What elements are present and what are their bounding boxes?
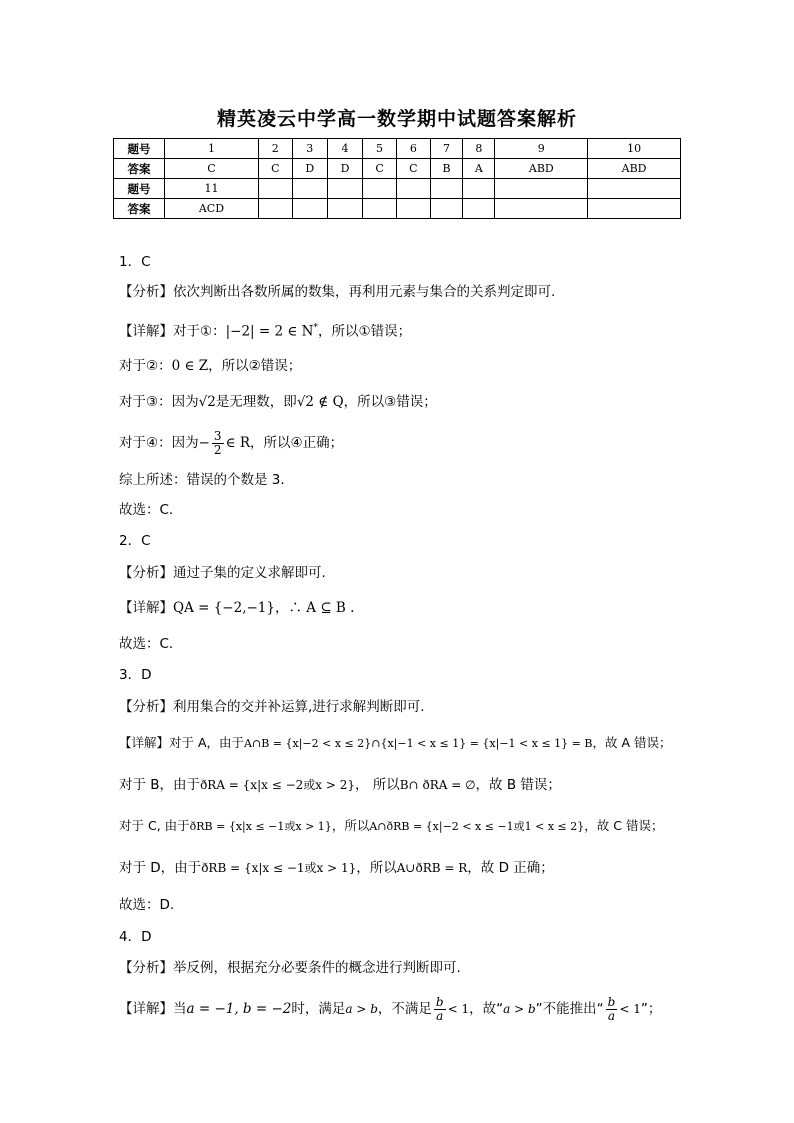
detail-text: 对于 D，由于 <box>119 860 202 876</box>
q1-detail-2 <box>119 356 301 376</box>
detail-text: ，所以 <box>356 860 397 876</box>
detail-text: 对于③：因为 <box>119 394 199 410</box>
math-expression: |−2| = 2 ∈ N <box>225 323 314 340</box>
table-cell <box>463 179 495 199</box>
detail-text: 是无理数，即 <box>215 394 297 410</box>
table-cell: D <box>292 159 327 179</box>
q1-summary: 综上所述：错误的个数是 3. <box>119 472 285 488</box>
table-cell: B <box>430 159 463 179</box>
detail-label: 【详解】 <box>119 600 173 616</box>
table-cell: C <box>396 159 430 179</box>
q4-heading: 4．D <box>119 929 152 945</box>
table-cell <box>430 179 463 199</box>
q3-detail-a <box>119 733 671 754</box>
math-expression: a = −1, b = −2 <box>186 1001 292 1017</box>
table-cell: 3 <box>292 139 327 159</box>
detail-text: 对于①： <box>173 323 226 340</box>
math-expression: ðRB = {x|x ≤ −1或x > 1} <box>201 861 357 875</box>
math-expression: < 1 <box>619 1002 641 1016</box>
detail-text: ，所以①错误； <box>317 323 412 340</box>
math-expression: A∩B = {x|−2 < x ≤ 2}∩{x|−1 < x ≤ 1} = {x|−1 < x ≤ 1} = B <box>244 737 593 750</box>
q2-heading: 2．C <box>119 533 151 549</box>
fraction-numerator: b <box>607 994 616 1009</box>
math-expression: − <box>198 435 210 451</box>
page-title: 精英凌云中学高一数学期中试题答案解析 <box>216 108 577 130</box>
q1-detail-3 <box>119 392 437 412</box>
table-cell: D <box>327 159 362 179</box>
row-header: 答案 <box>114 159 165 179</box>
table-cell <box>292 199 327 219</box>
q3-analysis <box>119 697 425 717</box>
row-header: 题号 <box>114 179 165 199</box>
table-row <box>114 179 681 199</box>
table-cell <box>463 199 495 219</box>
table-cell: ABD <box>495 159 588 179</box>
math-expression: < 1 <box>447 1002 470 1016</box>
math-expression: a > b <box>503 1002 536 1016</box>
q1-detail-4 <box>119 428 343 458</box>
table-cell: 2 <box>258 139 292 159</box>
analysis-text: 通过子集的定义求解即可. <box>173 565 326 581</box>
table-cell: ABD <box>588 159 681 179</box>
detail-text: ， 所以 <box>354 777 400 793</box>
detail-text: ”； <box>640 1001 662 1017</box>
q2-detail <box>119 598 354 618</box>
detail-text: 对于 A，由于 <box>169 735 245 750</box>
math-expression: A∩ðRB = {x|−2 < x ≤ −1或1 < x ≤ 2} <box>369 820 585 833</box>
table-cell: 5 <box>363 139 397 159</box>
math-expression: A∪ðRB = R <box>396 861 468 875</box>
q1-analysis <box>119 282 555 302</box>
fraction <box>212 430 224 457</box>
math-expression: a > b <box>345 1002 378 1016</box>
fraction-numerator: 3 <box>213 428 222 443</box>
table-cell: C <box>165 159 259 179</box>
analysis-label: 【分析】 <box>119 960 173 976</box>
table-cell <box>396 199 430 219</box>
analysis-text: 利用集合的交并补运算,进行求解判断即可. <box>173 699 425 715</box>
table-cell: ACD <box>165 199 259 219</box>
math-expression: ðRA = {x|x ≤ −2或x > 2} <box>200 778 355 792</box>
q1-detail-1 <box>119 318 411 342</box>
detail-text: 对于②： <box>119 358 172 374</box>
table-cell: 1 <box>165 139 259 159</box>
table-cell <box>495 179 588 199</box>
detail-text: ，不满足 <box>377 1001 432 1017</box>
detail-text: 时，满足 <box>291 1001 346 1017</box>
q3-choose: 故选：D. <box>119 897 175 913</box>
detail-label: 【详解】 <box>119 1001 173 1017</box>
table-row <box>114 139 681 159</box>
math-expression: 0 ∈ Z <box>171 358 209 374</box>
detail-text: ，所以④正确； <box>250 435 344 451</box>
math-expression: B∩ ðRA = ∅ <box>399 778 476 792</box>
table-cell <box>495 199 588 219</box>
detail-text: 对于 C, 由于 <box>119 818 190 833</box>
table-cell: 11 <box>165 179 259 199</box>
row-header: 答案 <box>114 199 165 219</box>
fraction-denominator: a <box>436 1008 444 1023</box>
math-expression: ðRB = {x|x ≤ −1或x > 1} <box>189 820 332 833</box>
table-cell: A <box>463 159 495 179</box>
detail-label: 【详解】 <box>119 735 170 750</box>
analysis-text: 依次判断出各数所属的数集，再利用元素与集合的关系判定即可. <box>173 284 556 300</box>
detail-text: ”不能推出“ <box>535 1001 604 1017</box>
q3-detail-b <box>119 775 561 795</box>
detail-text: 对于 B，由于 <box>119 777 201 793</box>
table-cell <box>588 179 681 199</box>
table-cell: C <box>258 159 292 179</box>
table-row <box>114 159 681 179</box>
detail-text: ，所以②错误； <box>208 358 302 374</box>
q2-analysis <box>119 563 326 583</box>
table-row <box>114 199 681 219</box>
table-cell: 4 <box>327 139 362 159</box>
table-cell: 7 <box>430 139 463 159</box>
q3-heading: 3．D <box>119 667 152 683</box>
fraction-denominator: 2 <box>213 442 222 457</box>
q4-analysis <box>119 958 461 978</box>
table-cell <box>430 199 463 219</box>
detail-label: 【详解】 <box>119 323 173 340</box>
math-expression: √2 ∉ Q <box>296 394 344 410</box>
detail-text: 对于④：因为 <box>119 435 199 451</box>
detail-text: ，故 D 正确； <box>467 860 554 876</box>
detail-text: ，故“ <box>469 1001 504 1017</box>
answer-table <box>113 138 681 219</box>
detail-text: 当 <box>173 1001 187 1017</box>
table-cell <box>327 179 362 199</box>
q2-choose: 故选：C. <box>119 636 174 652</box>
table-cell: C <box>363 159 397 179</box>
detail-text: ，所以③错误； <box>343 394 437 410</box>
analysis-label: 【分析】 <box>119 284 173 300</box>
table-cell <box>258 179 292 199</box>
table-cell: 6 <box>396 139 430 159</box>
table-cell <box>292 179 327 199</box>
table-cell <box>363 199 397 219</box>
analysis-label: 【分析】 <box>119 565 173 581</box>
q1-heading: 1．C <box>119 254 151 270</box>
q3-detail-d <box>119 858 554 878</box>
analysis-text: 举反例，根据充分必要条件的概念进行判断即可. <box>173 960 461 976</box>
row-header: 题号 <box>114 139 165 159</box>
q4-detail <box>119 992 661 1026</box>
table-cell <box>588 199 681 219</box>
fraction <box>606 996 618 1023</box>
math-superscript: * <box>313 323 318 333</box>
analysis-label: 【分析】 <box>119 699 173 715</box>
table-cell: 9 <box>495 139 588 159</box>
table-cell <box>327 199 362 219</box>
q1-choose: 故选：C. <box>119 502 174 518</box>
fraction-numerator: b <box>435 994 444 1009</box>
table-cell: 8 <box>463 139 495 159</box>
table-cell: 10 <box>588 139 681 159</box>
detail-text: ，故 B 错误； <box>475 777 561 793</box>
math-expression: QA = {−2,−1}，∴ A ⊆ B . <box>173 600 355 616</box>
detail-text: ，故 A 错误； <box>592 735 672 750</box>
detail-text: ，故 C 错误； <box>584 818 664 833</box>
detail-text: ，所以 <box>331 818 370 833</box>
table-cell <box>258 199 292 219</box>
table-cell <box>363 179 397 199</box>
q3-detail-c <box>119 816 663 837</box>
fraction <box>434 996 446 1023</box>
math-expression: ∈ R <box>225 435 251 451</box>
table-cell <box>396 179 430 199</box>
fraction-denominator: a <box>607 1008 616 1023</box>
math-expression: √2 <box>198 394 216 410</box>
